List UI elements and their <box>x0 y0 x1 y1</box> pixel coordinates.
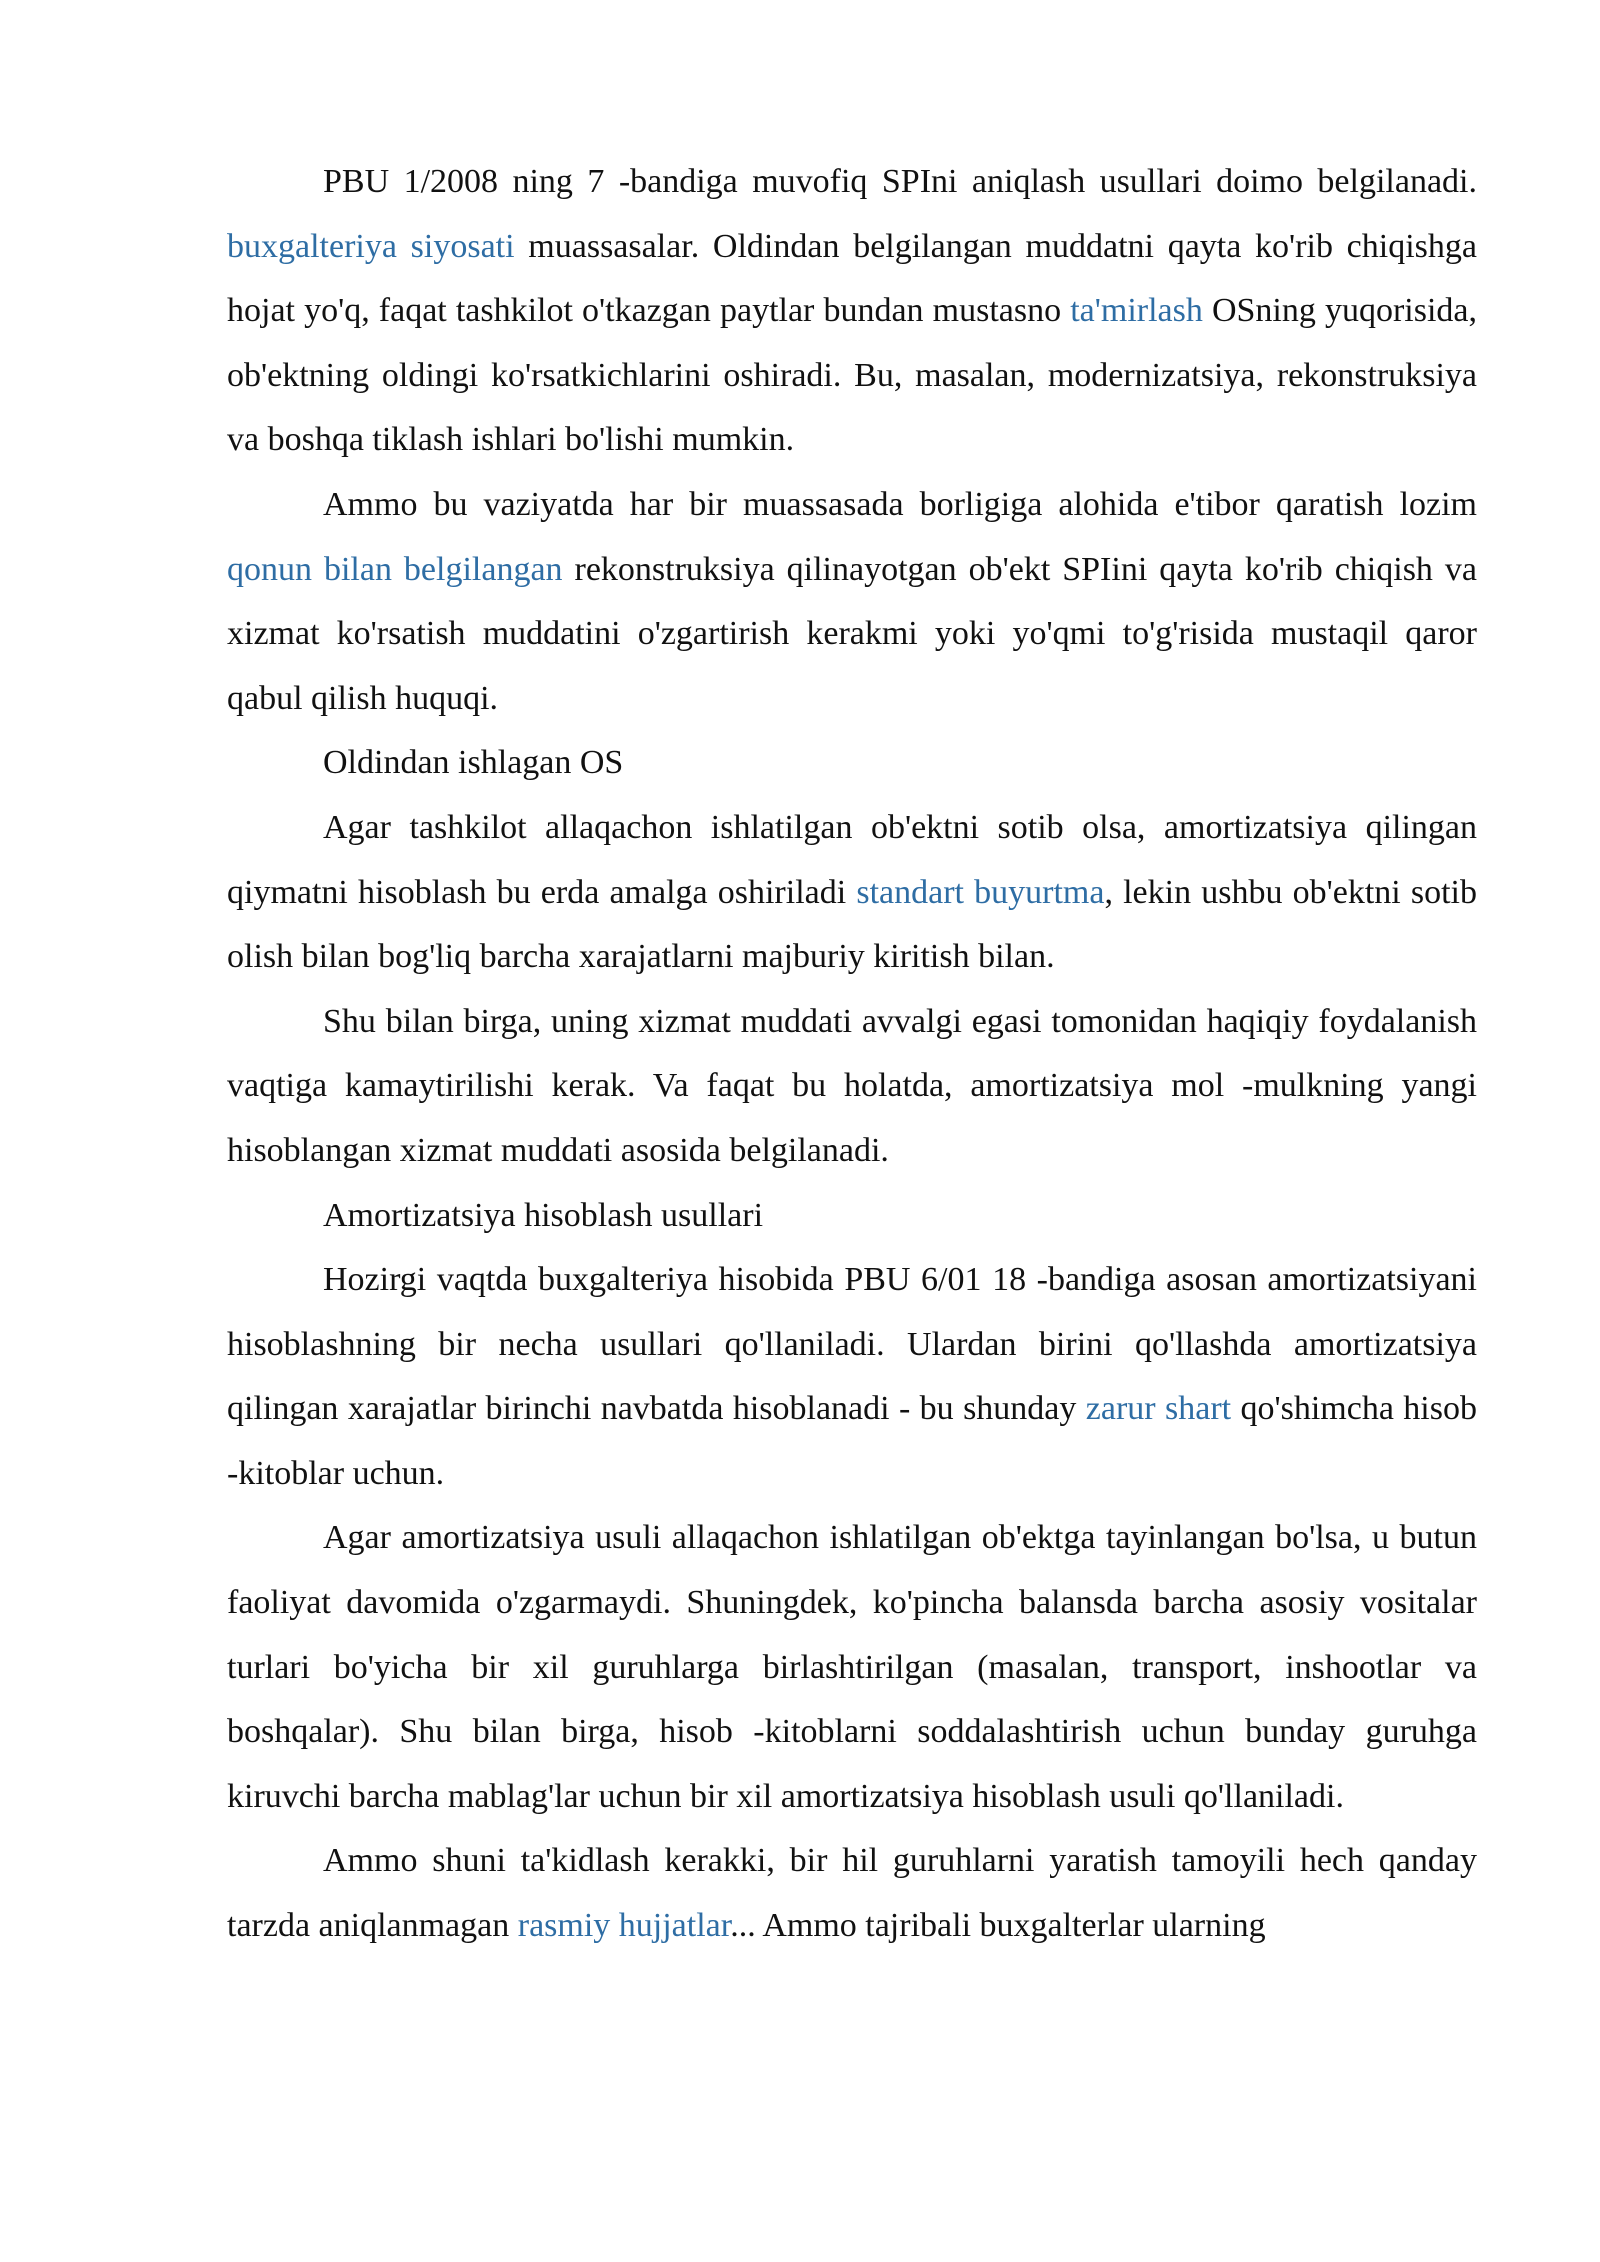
paragraph-text: qo'shimcha hisob -kitoblar uchun. <box>227 1390 1477 1492</box>
paragraph-text: OSning yuqorisida, ob'ektning oldingi ko'rsatkichlarini oshiradi. Bu, masalan, modernizatsiya, rekonstruksiya va boshqa tiklash ishlari bo'lishi mumkin. <box>227 292 1477 459</box>
body-paragraph <box>227 990 1477 1184</box>
paragraph-text: Hozirgi vaqtda buxgalteriya hisobida PBU 6/01 18 -bandiga asosan amortizatsiyani hisoblashning bir necha usullari qo'llaniladi. Ulardan birini qo'llashda amortizatsiya qilingan xarajatlar birinchi navbatda hisoblanadi - bu shunday <box>227 1261 1477 1428</box>
body-paragraph <box>227 1248 1477 1506</box>
paragraph-text: Amortizatsiya hisoblash usullari <box>323 1196 764 1234</box>
body-paragraph <box>227 473 1477 731</box>
inline-link[interactable]: buxgalteriya siyosati <box>227 227 515 265</box>
paragraph-text: rekonstruksiya qilinayotgan ob'ekt SPIini qayta ko'rib chiqish va xizmat ko'rsatish muddatini o'zgartirish kerakmi yoki yo'qmi to'g'risida mustaqil qaror qabul qilish huquqi. <box>227 550 1477 717</box>
body-paragraph <box>227 1506 1477 1829</box>
paragraph-text: Ammo shuni ta'kidlash kerakki, bir hil guruhlarni yaratish tamoyili hech qanday tarzda aniqlanmagan <box>227 1842 1477 1945</box>
body-paragraph <box>227 796 1477 990</box>
document-page <box>227 150 1477 1959</box>
body-paragraph <box>227 1829 1477 1958</box>
section-heading <box>227 731 1477 796</box>
paragraph-text: Ammo bu vaziyatda har bir muassasada borligiga alohida e'tibor qaratish lozim <box>323 485 1477 523</box>
paragraph-text: PBU 1/2008 ning 7 -bandiga muvofiq SPIni aniqlash usullari doimo belgilanadi. <box>323 163 1477 200</box>
paragraph-text: muassasalar. Oldindan belgilangan muddatni qayta ko'rib chiqishga hojat yo'q, faqat tashkilot o'tkazgan paytlar bundan mustasno <box>227 227 1477 330</box>
inline-link[interactable]: qonun bilan belgilangan <box>227 550 563 588</box>
body-paragraph <box>227 150 1477 473</box>
inline-link[interactable]: ta'mirlash <box>1070 292 1203 330</box>
paragraph-text: , lekin ushbu ob'ektni sotib olish bilan bog'liq barcha xarajatlarni majburiy kiritish bilan. <box>227 873 1477 976</box>
paragraph-text: Oldindan ishlagan OS <box>323 744 624 782</box>
inline-link[interactable]: rasmiy hujjatlar <box>517 1907 731 1945</box>
inline-link[interactable]: standart buyurtma <box>856 873 1105 911</box>
inline-link[interactable]: zarur shart <box>1085 1390 1232 1428</box>
paragraph-text: Agar tashkilot allaqachon ishlatilgan ob'ektni sotib olsa, amortizatsiya qilingan qiymatni hisoblash bu erda amalga oshiriladi <box>227 808 1477 911</box>
paragraph-text: Agar amortizatsiya usuli allaqachon ishlatilgan ob'ektga tayinlangan bo'lsa, u butun faoliyat davomida o'zgarmaydi. Shuningdek, ko'pincha balansda barcha asosiy vositalar turlari bo'yicha bir xil guruhlarga birlashtirilgan (masalan, transport, inshootlar va boshqalar). Shu bilan birga, hisob -kitoblarni soddalashtirish uchun bunday guruhga kiruvchi barcha mablag'lar uchun bir xil amortizatsiya hisoblash usuli qo'llaniladi. <box>227 1519 1477 1815</box>
paragraph-text: Shu bilan birga, uning xizmat muddati avvalgi egasi tomonidan haqiqiy foydalanish vaqtiga kamaytirilishi kerak. Va faqat bu holatda, amortizatsiya mol -mulkning yangi hisoblangan xizmat muddati asosida belgilanadi. <box>227 1002 1477 1169</box>
section-heading <box>227 1184 1477 1249</box>
paragraph-text: ... Ammo tajribali buxgalterlar ularning <box>730 1907 1266 1945</box>
